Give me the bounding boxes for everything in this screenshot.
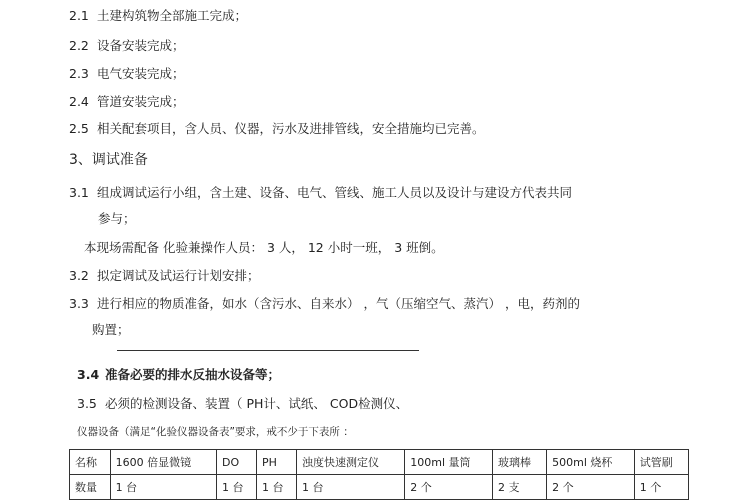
item-3-5 xyxy=(77,396,408,412)
table-cell: 试管刷 xyxy=(634,450,688,475)
item-number: 2.5 xyxy=(69,121,89,136)
table-cell: 浊度快速测定仪 xyxy=(297,450,405,475)
item-number: 3.1 xyxy=(69,185,89,200)
table-cell: 2 个 xyxy=(405,475,493,500)
item-3-2 xyxy=(69,268,260,284)
table-cell: 2 个 xyxy=(547,475,635,500)
item-number: 3.3 xyxy=(69,296,89,311)
table-caption: 仪器设备（满足“化验仪器设备表”要求，戒不少于下表所 ： xyxy=(77,426,354,438)
table-cell: 1 台 xyxy=(297,475,405,500)
equipment-table xyxy=(69,449,689,500)
item-2-5 xyxy=(69,121,485,137)
table-cell: 1 台 xyxy=(217,475,257,500)
item-3-3-continuation: 购置； xyxy=(92,322,130,337)
table-cell: 玻璃棒 xyxy=(492,450,546,475)
item-2-2 xyxy=(69,38,185,54)
table-cell: 数量 xyxy=(70,475,111,500)
table-cell: 名称 xyxy=(70,450,111,475)
item-2-4 xyxy=(69,94,185,110)
item-text: 相关配套项目，含人员、仪器，污水及进排管线，安全措施均已完善。 xyxy=(97,121,485,136)
table-cell: 1 台 xyxy=(110,475,216,500)
item-number: 2.3 xyxy=(69,66,89,81)
item-text: 组成调试运行小组，含土建、设备、电气、管线、施工人员以及设计与建设方代表共同 xyxy=(97,185,573,200)
table-row xyxy=(70,475,689,500)
item-text: 准备必要的排水反抽水设备等； xyxy=(105,367,281,382)
item-3-3 xyxy=(69,296,580,312)
item-number: 3.4 xyxy=(77,367,100,382)
item-2-3 xyxy=(69,66,185,82)
staff-note: 本现场需配备 化验兼操作人员： 3 人， 12 小时一班， 3 班倒。 xyxy=(84,240,444,255)
table-header-row xyxy=(70,450,689,475)
section-3-heading: 3、调试准备 xyxy=(69,152,148,168)
item-text: 土建构筑物全部施工完成； xyxy=(97,8,248,23)
divider-line xyxy=(117,350,419,351)
item-3-1 xyxy=(69,185,572,201)
item-number: 2.2 xyxy=(69,38,89,53)
table-cell: 1 个 xyxy=(634,475,688,500)
item-text: 管道安装完成； xyxy=(97,94,185,109)
item-text: 电气安装完成； xyxy=(97,66,185,81)
item-number: 3.5 xyxy=(77,396,97,411)
item-3-1-continuation: 参与； xyxy=(98,211,136,226)
table-cell: 500ml 烧杯 xyxy=(547,450,635,475)
item-number: 2.4 xyxy=(69,94,89,109)
item-text: 进行相应的物质准备，如水（含污水、自来水） ，气（压缩空气、蒸汽） ，电，药剂的 xyxy=(97,296,580,311)
table-cell: 1600 倍显微镜 xyxy=(110,450,216,475)
table-cell: 1 台 xyxy=(257,475,297,500)
item-text: 设备安装完成； xyxy=(97,38,185,53)
item-number: 2.1 xyxy=(69,8,89,23)
table-cell: 2 支 xyxy=(492,475,546,500)
table-cell: PH xyxy=(257,450,297,475)
table-cell: 100ml 量筒 xyxy=(405,450,493,475)
item-3-4 xyxy=(77,367,280,383)
item-text: 必须的检测设备、装置（ PH计、试纸、 COD检测仪、 xyxy=(105,396,409,411)
table-cell: DO xyxy=(217,450,257,475)
item-2-1 xyxy=(69,8,247,24)
item-text: 拟定调试及试运行计划安排； xyxy=(97,268,260,283)
item-number: 3.2 xyxy=(69,268,89,283)
